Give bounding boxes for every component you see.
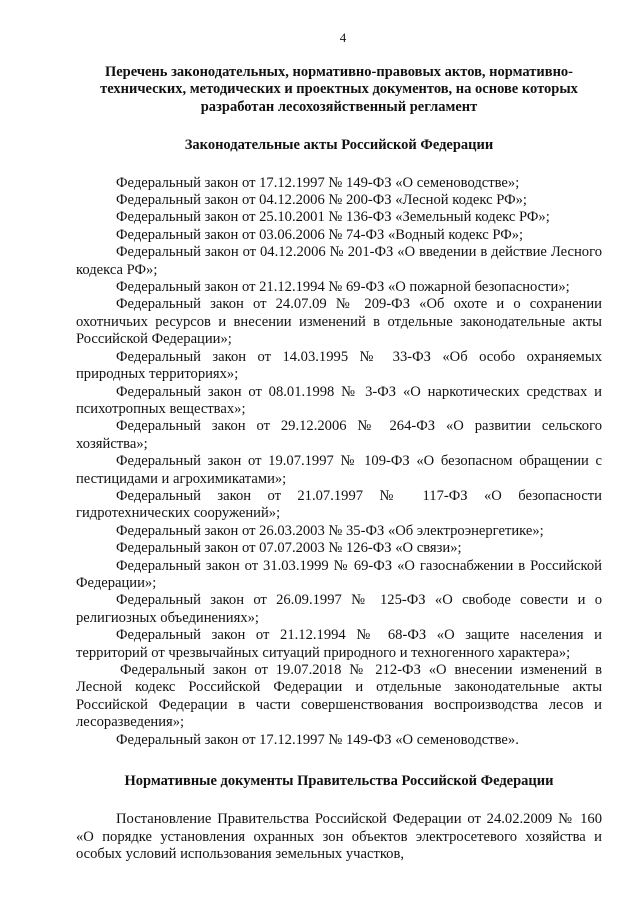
law-entry: Федеральный закон от 07.07.2003 № 126-ФЗ «О связи»; — [116, 540, 462, 557]
government-doc-entry: Постановление Правительства Российской Федерации от 24.02.2009 № 160 «О порядке установления охранных зон объектов электросетевого хозяйства и особых условий использования земельных участков, — [76, 811, 602, 863]
law-entry: Федеральный закон от 21.12.1994 № 68-ФЗ «О защите населения и территорий от чрезвычайных ситуаций природного и техногенного характера»; — [76, 627, 602, 661]
law-entry: Федеральный закон от 08.01.1998 № 3-ФЗ «О наркотических средствах и психотропных веществах»; — [76, 383, 602, 417]
law-entry: Федеральный закон от 19.07.2018 № 212-ФЗ «О внесении изменений в Лесной кодекс Российской Федерации и отдельные законодательные акты Российской Федерации в части совершенствования воспроизводства лесов и лесоразведения»; — [76, 662, 602, 731]
law-entry: Федеральный закон от 21.07.1997 № 117-ФЗ «О безопасности гидротехнических сооружений»; — [76, 487, 602, 522]
document-title: Перечень законодательных, нормативно-правовых актов, нормативно-технических, методических и проектных документов, на основе которых разработан лесохозяйственный регламент — [100, 64, 578, 115]
section-heading-government: Нормативные документы Правительства Российской Федерации — [124, 773, 554, 790]
law-entry: Федеральный закон от 26.03.2003 № 35-ФЗ «Об электроэнергетике»; — [116, 522, 544, 539]
law-entry: Федеральный закон от 14.03.1995 № 33-ФЗ «Об особо охраняемых природных территориях»; — [76, 348, 602, 383]
law-entry: Федеральный закон от 26.09.1997 № 125-ФЗ «О свободе совести и о религиозных объединениях»; — [76, 592, 602, 626]
law-entry: Федеральный закон от 24.07.09 № 209-ФЗ «Об охоте и о сохранении охотничьих ресурсов и внесении изменений в отдельные законодательные акты Российской Федерации»; — [76, 296, 602, 348]
law-entry: Федеральный закон от 03.06.2006 № 74-ФЗ «Водный кодекс РФ»; — [116, 226, 524, 243]
law-entry: Федеральный закон от 31.03.1999 № 69-ФЗ «О газоснабжении в Российской Федерации»; — [76, 557, 602, 591]
law-entry: Федеральный закон от 25.10.2001 № 136-ФЗ «Земельный кодекс РФ»; — [116, 209, 550, 226]
law-entry: Федеральный закон от 17.12.1997 № 149-ФЗ «О семеноводстве». — [116, 731, 519, 748]
section-heading-laws: Законодательные акты Российской Федерации — [184, 137, 494, 154]
law-entry: Федеральный закон от 21.12.1994 № 69-ФЗ «О пожарной безопасности»; — [116, 279, 570, 296]
government-docs-list — [76, 811, 602, 863]
law-entry: Федеральный закон от 19.07.1997 № 109-ФЗ «О безопасном обращении с пестицидами и агрохимикатами»; — [76, 453, 602, 487]
law-entry: Федеральный закон от 04.12.2006 № 201-ФЗ «О введении в действие Лесного кодекса РФ»; — [76, 244, 602, 278]
law-entry: Федеральный закон от 04.12.2006 № 200-ФЗ «Лесной кодекс РФ»; — [116, 192, 527, 209]
laws-list — [76, 175, 602, 749]
law-entry: Федеральный закон от 17.12.1997 № 149-ФЗ «О семеноводстве»; — [116, 174, 520, 191]
law-entry: Федеральный закон от 29.12.2006 № 264-ФЗ «О развитии сельского хозяйства»; — [76, 418, 602, 452]
page-number: 4 — [339, 30, 347, 45]
